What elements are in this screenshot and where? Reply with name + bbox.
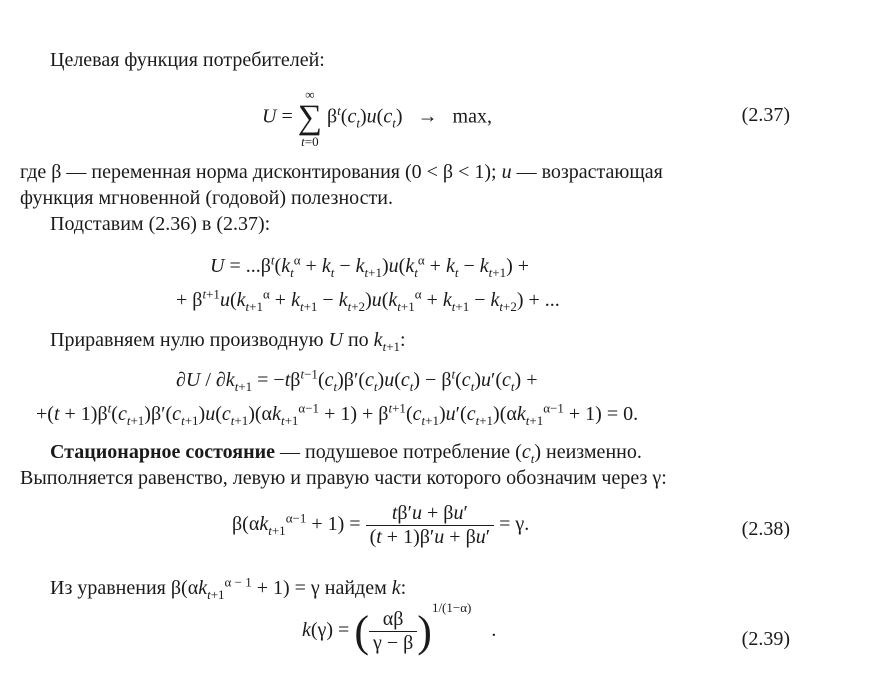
derivative-line: Приравняем нулю производную U по $k_{t+1}$:	[50, 329, 406, 354]
derivative-text-b: U	[328, 329, 343, 351]
equation-number-2-38: (2.38)	[741, 518, 790, 540]
intro-text: Целевая функция потребителей:	[50, 49, 325, 71]
find-k-text-a: Из уравнения	[50, 577, 171, 599]
stationary-heading: Стационарное состояние	[50, 441, 276, 463]
derivative-text-a: Приравняем нулю производную	[50, 329, 329, 351]
equation-2-37: U = ∞ ∑ t=0 $\beta^t(c_t)u(c_t) \to \max$,	[262, 87, 492, 149]
equality-line: Выполняется равенство, левую и правую части которого обозначим через γ:	[20, 467, 667, 489]
stationary-text-a: — подушевое потребление (	[275, 441, 522, 463]
definition-text-a: где β — переменная норма дисконтирования (0 < β < 1);	[20, 161, 502, 183]
stationary-text-b: ) неизменно.	[534, 441, 642, 463]
intro-line	[50, 48, 325, 72]
equation-number-2-39: (2.39)	[741, 628, 790, 650]
fraction-2-39: $\frac{\alpha\beta}{\gamma - \beta}$	[369, 608, 417, 655]
derivative-eq-line-1: $\partial U / \partial k_{t+1} = -t\beta^{t-1}(c_t)\beta'(c_t)u(c_t) - \beta^t(c_t)u'(c_t)$ +	[176, 366, 538, 394]
fraction-2-38: $\frac{t\beta'u + \beta u'}{(t + 1)\beta'u + \beta u'}$	[366, 502, 495, 549]
derivative-text-c: по	[342, 329, 374, 351]
substitute-line: Подставим (2.36) в (2.37):	[50, 213, 271, 235]
definition-line-1	[20, 160, 663, 184]
find-k-line: Из уравнения $\beta(\alpha k_{t+1}^{\alpha - 1} + 1) = \gamma$ найдем k:	[50, 574, 407, 602]
definition-text-c: — возрастающая	[511, 161, 663, 183]
find-k-text-c: k	[391, 577, 401, 599]
stationary-line: Стационарное состояние — подушевое потребление $(c_t)$ неизменно.	[50, 441, 642, 466]
equation-2-38: $\beta(\alpha k_{t+1}^{\alpha-1} + 1)$ = $\frac{t\beta'u + \beta u'}{(t + 1)\beta'u + \beta u'}$ = γ.	[232, 502, 530, 548]
max-label: max,	[452, 105, 492, 128]
expanded-u-line-1: $U = ...\beta^t(k_t^\alpha + k_t - k_{t+1})u(k_t^\alpha + k_t - k_{t+1})$ +	[210, 252, 530, 280]
derivative-eq-line-2: $+(t + 1)\beta^t(c_{t+1})\beta'(c_{t+1})u(c_{t+1})(\alpha k_{t+1}^{\alpha-1} + 1) + \beta^{t+1}(c_{t+1})u'(c_{t+1})(\alpha k_{t+1}^{\alpha-1} + 1) = 0$.	[36, 400, 639, 428]
expanded-u-line-2: + $\beta^{t+1}u(k_{t+1}^\alpha + k_{t+1} - k_{t+2})u(k_{t+1}^\alpha + k_{t+1} - k_{t+2})$ + ...	[176, 286, 560, 314]
equation-2-39: k(γ) = ( $\frac{\alpha\beta}{\gamma - \beta}$ )$^{1/(1-\alpha)}$ .	[302, 600, 497, 656]
find-k-text-b: найдем	[319, 577, 392, 599]
equation-number-2-37: (2.37)	[741, 104, 790, 126]
definition-text-b: u	[501, 161, 512, 183]
definition-line-2: функция мгновенной (годовой) полезности.	[20, 187, 393, 209]
find-k-text-d: :	[400, 577, 407, 599]
